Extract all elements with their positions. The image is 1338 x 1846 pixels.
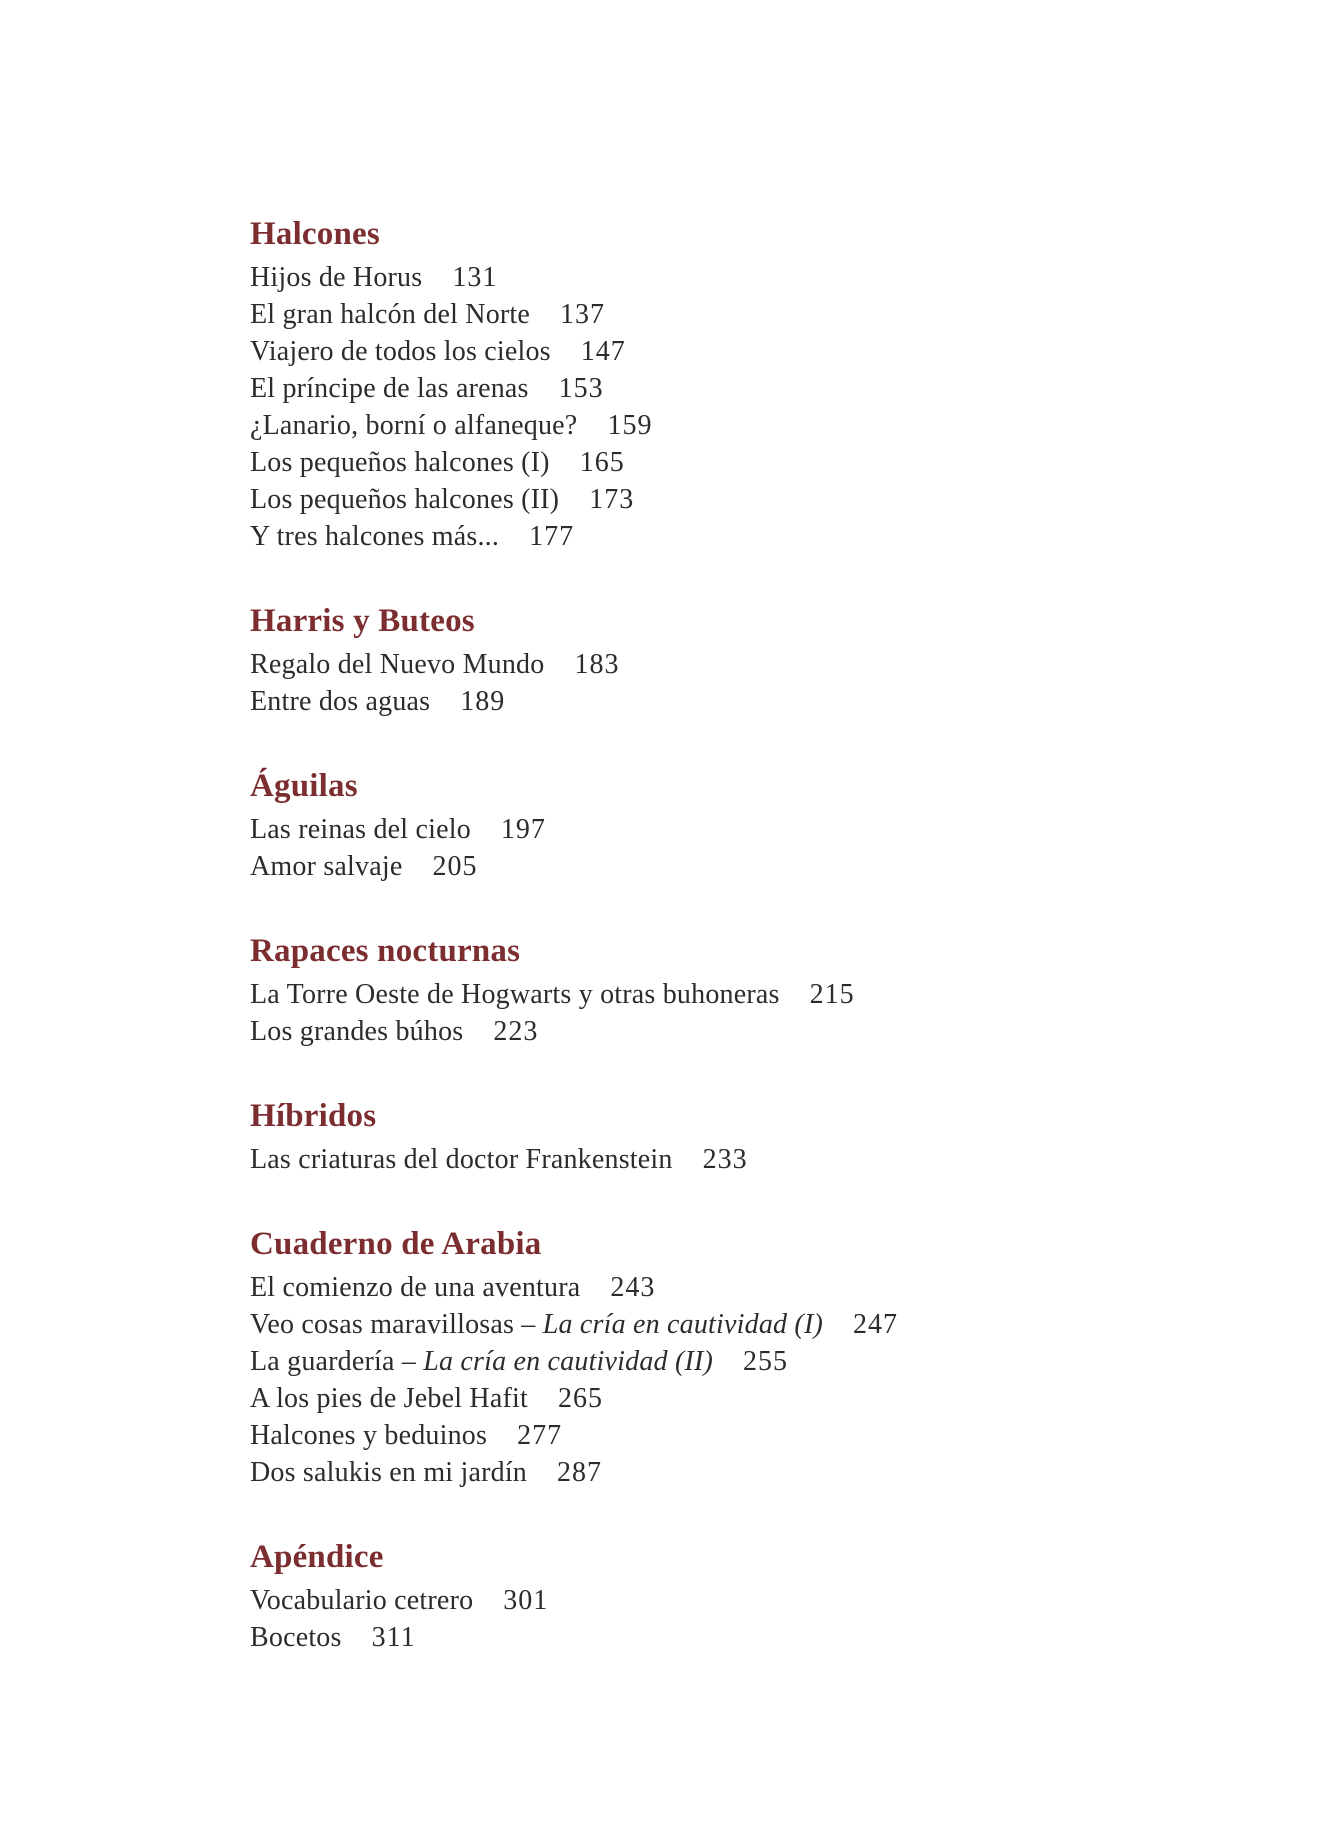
entry-title: Los pequeños halcones (I) xyxy=(250,447,550,478)
entry-title: Veo cosas maravillosas – La cría en cautividad (I) xyxy=(250,1309,823,1340)
entry-title: Regalo del Nuevo Mundo xyxy=(250,649,545,680)
entry-page-number: 233 xyxy=(702,1144,748,1175)
entry-page-number: 265 xyxy=(557,1383,603,1414)
entry-title: Halcones y beduinos xyxy=(250,1420,488,1451)
entry-page-number: 137 xyxy=(560,299,606,330)
entry-title: Hijos de Horus xyxy=(250,262,423,293)
entry-title: El comienzo de una aventura xyxy=(250,1272,581,1303)
entry-title: El gran halcón del Norte xyxy=(250,299,531,330)
toc-entry xyxy=(250,848,1218,885)
table-of-contents xyxy=(250,214,1218,1656)
entry-page-number: 205 xyxy=(432,851,478,882)
toc-entry xyxy=(250,1619,1218,1656)
section-heading: Cuaderno de Arabia xyxy=(250,1226,542,1262)
toc-entry xyxy=(250,333,1218,370)
entry-page-number: 223 xyxy=(493,1016,539,1047)
toc-entry xyxy=(250,481,1218,518)
toc-entry xyxy=(250,683,1218,720)
entry-title: Las reinas del cielo xyxy=(250,814,471,845)
entry-title: Dos salukis en mi jardín xyxy=(250,1457,527,1488)
entry-title: Las criaturas del doctor Frankenstein xyxy=(250,1144,673,1175)
toc-section xyxy=(250,601,1218,720)
toc-section xyxy=(250,1096,1218,1178)
toc-entry xyxy=(250,976,1218,1013)
toc-section xyxy=(250,1224,1218,1491)
toc-entry xyxy=(250,646,1218,683)
section-heading: Águilas xyxy=(250,768,358,804)
entry-page-number: 215 xyxy=(809,979,855,1010)
toc-entry xyxy=(250,444,1218,481)
entry-title: Los pequeños halcones (II) xyxy=(250,484,560,515)
entry-page-number: 131 xyxy=(452,262,498,293)
toc-entry xyxy=(250,407,1218,444)
entry-page-number: 311 xyxy=(371,1622,416,1653)
toc-entry xyxy=(250,1417,1218,1454)
entry-title: Bocetos xyxy=(250,1622,342,1653)
toc-entry xyxy=(250,370,1218,407)
entry-title: La Torre Oeste de Hogwarts y otras buhoneras xyxy=(250,979,780,1010)
entry-title-italic: La cría en cautividad (II) xyxy=(423,1346,714,1377)
entry-page-number: 153 xyxy=(558,373,604,404)
toc-entry xyxy=(250,1582,1218,1619)
section-heading: Harris y Buteos xyxy=(250,603,475,639)
section-heading: Apéndice xyxy=(250,1539,384,1575)
entry-page-number: 277 xyxy=(517,1420,563,1451)
entry-page-number: 287 xyxy=(557,1457,602,1488)
entry-page-number: 165 xyxy=(579,447,625,478)
entry-page-number: 243 xyxy=(610,1272,656,1303)
entry-title: Y tres halcones más... xyxy=(250,521,500,552)
entry-title: La guardería – La cría en cautividad (II) xyxy=(250,1346,714,1377)
entry-title: A los pies de Jebel Hafit xyxy=(250,1383,528,1414)
entry-page-number: 247 xyxy=(853,1309,898,1340)
toc-entry xyxy=(250,259,1218,296)
toc-entry xyxy=(250,1141,1218,1178)
entry-title: Amor salvaje xyxy=(250,851,403,882)
section-heading: Halcones xyxy=(250,216,380,252)
toc-section xyxy=(250,931,1218,1050)
entry-page-number: 173 xyxy=(589,484,635,515)
entry-title: ¿Lanario, borní o alfaneque? xyxy=(250,410,578,441)
section-heading: Rapaces nocturnas xyxy=(250,933,521,969)
toc-section xyxy=(250,766,1218,885)
entry-title-italic: La cría en cautividad (I) xyxy=(542,1309,823,1340)
entry-title: Viajero de todos los cielos xyxy=(250,336,551,367)
section-heading: Híbridos xyxy=(250,1098,377,1134)
toc-entry xyxy=(250,1306,1218,1343)
toc-entry xyxy=(250,1454,1218,1491)
entry-title: Los grandes búhos xyxy=(250,1016,464,1047)
entry-page-number: 147 xyxy=(580,336,626,367)
entry-page-number: 197 xyxy=(500,814,546,845)
toc-entry xyxy=(250,1269,1218,1306)
entry-page-number: 301 xyxy=(503,1585,549,1616)
entry-page-number: 255 xyxy=(743,1346,789,1377)
toc-entry xyxy=(250,1380,1218,1417)
toc-entry xyxy=(250,1013,1218,1050)
toc-entry xyxy=(250,811,1218,848)
toc-entry xyxy=(250,1343,1218,1380)
entry-page-number: 159 xyxy=(607,410,653,441)
entry-page-number: 189 xyxy=(460,686,506,717)
toc-entry xyxy=(250,518,1218,555)
entry-page-number: 177 xyxy=(529,521,575,552)
toc-entry xyxy=(250,296,1218,333)
entry-title: Entre dos aguas xyxy=(250,686,431,717)
entry-title: Vocabulario cetrero xyxy=(250,1585,474,1616)
toc-section xyxy=(250,214,1218,555)
entry-page-number: 183 xyxy=(574,649,620,680)
toc-section xyxy=(250,1537,1218,1656)
entry-title: El príncipe de las arenas xyxy=(250,373,529,404)
